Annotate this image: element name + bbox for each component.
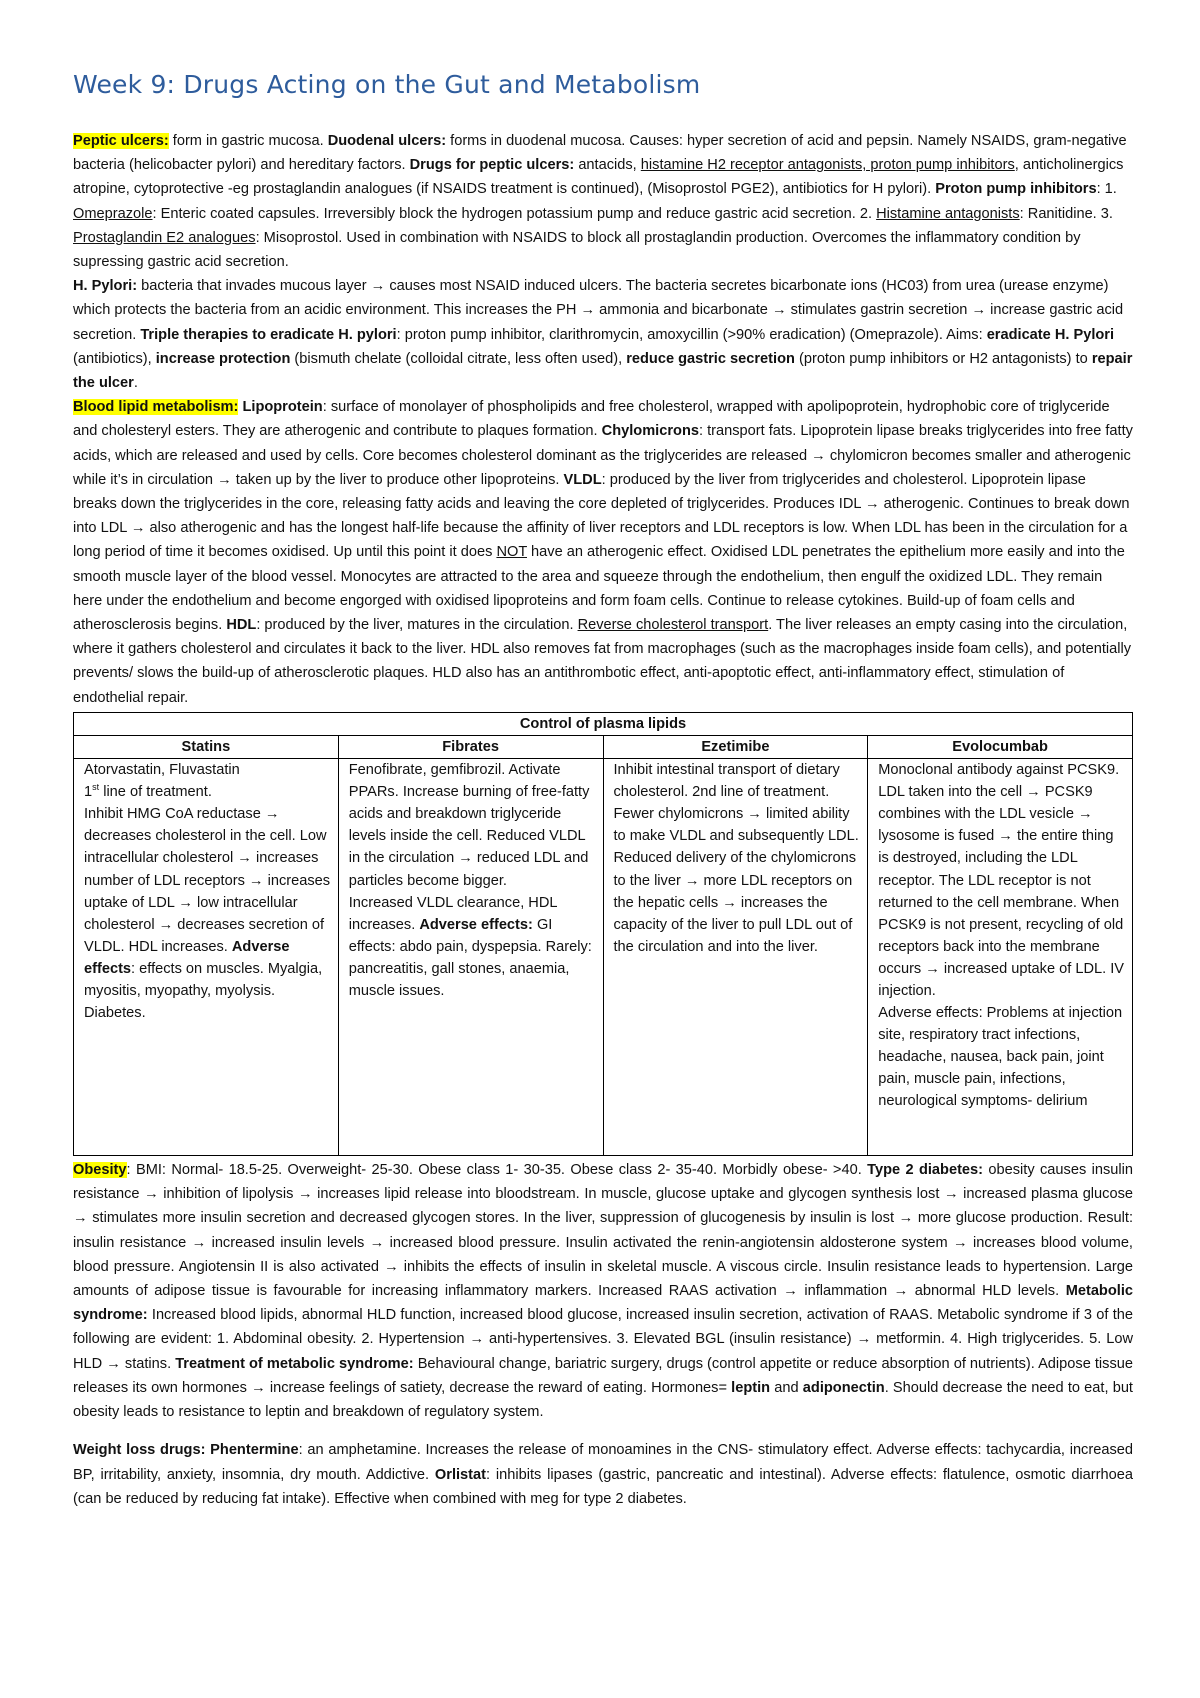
repair-label: repair the ulcer (73, 350, 1133, 392)
text-run: 1 (84, 784, 93, 801)
page-title: Week 9: Drugs Acting on the Gut and Metabolism (73, 70, 701, 99)
paragraph-gap (73, 1424, 1133, 1438)
text-run: GI effects: abdo pain, dyspepsia. Rarely: pancreatitis, gall stones, anaemia, muscle issues. (348, 916, 592, 999)
omeprazole-underlined: Omeprazole (73, 205, 153, 222)
text-run: : Enteric coated capsules. Irreversibly block the hydrogen potassium pump and reduce gastric acid secretion. 2. (152, 205, 877, 222)
fibrates-adverse-label: Adverse effects: (419, 916, 533, 933)
h2-ppi-underlined: histamine H2 receptor antagonists, proton pump inhibitors (640, 157, 1015, 174)
not-underlined: NOT (496, 544, 527, 561)
text-run: : effects on muscles. Myalgia, myositis, myopathy, myolysis. Diabetes. (84, 960, 323, 1022)
superscript: st (92, 782, 100, 793)
peptic-ulcers-heading: Peptic ulcers: (73, 133, 169, 149)
text-run: forms in duodenal mucosa. Causes: hyper secretion of acid and pepsin. Namely NSAIDS, gram-negative bacteria (helicobacter pylori) and hereditary factors. (73, 133, 1127, 174)
text-run: bacteria that invades mucous layer → causes most NSAID induced ulcers. The bacteria secretes bicarbonate ions (HC03) from urea (urease enzyme) which protects the bacteria from an acidic environment. This increases the PH → ammonia and bicarbonate → stimulates gastrin secretion → increase gastric acid secretion. (73, 278, 1124, 343)
text-run: : transport fats. Lipoprotein lipase breaks triglycerides into free fatty acids, which are released and used by cells. Core becomes cholesterol dominant as the triglycerides are released → chylomicron becomes smaller and atherogenic while it’s in circulation → taken up by the liver to produce other lipoproteins. (73, 423, 1133, 488)
type2-diabetes-label: Type 2 diabetes: (867, 1162, 984, 1179)
document-page (73, 70, 1133, 1511)
triple-therapy-label: Triple therapies to eradicate H. pylori (140, 326, 397, 343)
text-run: (bismuth chelate (colloidal citrate, less often used), (290, 350, 627, 367)
text-run: : produced by the liver, matures in the circulation. (256, 617, 578, 634)
text-run: : BMI: Normal- 18.5-25. Overweight- 25-30. Obese class 1- 30-35. Obese class 2- 35-40. Morbidly obese- >40. (126, 1162, 868, 1179)
statins-adverse-label: Adverse effects (84, 938, 290, 977)
phentermine-label: Phentermine (210, 1442, 299, 1459)
h-pylori-label: H. Pylori: (73, 278, 138, 295)
pge2-analogues-underlined: Prostaglandin E2 analogues (73, 229, 256, 246)
text-run: . The liver releases an empty casing into the circulation, where it gathers cholesterol and circulates it back to the liver. HDL also removes fat from macrophages (such as the macrophages inside foam cells), and potentially prevents/ slows the build-up of atherosclerotic plaques. HLD also has an antithrombotic effect, anti-apoptotic effect, anti-inflammatory effect, stimulation of endothelial repair. (73, 617, 1132, 706)
ppi-label: Proton pump inhibitors (935, 181, 1097, 198)
histamine-antagonists-underlined: Histamine antagonists (876, 205, 1020, 222)
weight-loss-label: Weight loss drugs: (73, 1442, 206, 1459)
text-run: : proton pump inhibitor, clarithromycin, amoxycillin (>90% eradication) (Omeprazole). Aims: (396, 326, 987, 343)
fibrates-effects (349, 892, 599, 1002)
text-run: Behavioural change, bariatric surgery, drugs (control appetite or reduce absorption of nutrients). Adipose tissue releases its own hormones → increase feelings of satiety, decrease the reward of eating. Hormones= (73, 1355, 1133, 1396)
text-run: : Ranitidine. 3. (1019, 205, 1113, 222)
text-run: : an amphetamine. Increases the release of monoamines in the CNS- stimulatory effect. Adverse effects: tachycardia, increased BP, irritability, anxiety, insomnia, dry mouth. Addictive. (73, 1442, 1133, 1483)
header-ezetimibe: Ezetimibe (603, 735, 868, 758)
evolocumab-mechanism: Monoclonal antibody against PCSK9. LDL taken into the cell → PCSK9 combines with the LDL vesicle → lysosome is fused → the entire thing is destroyed, including the LDL receptor. The LDL receptor is not returned to the cell membrane. When PCSK9 is not present, recycling of old receptors back into the membrane occurs → increased uptake of LDL. IV injection. (878, 762, 1125, 999)
plasma-lipids-table (73, 712, 1133, 1156)
text-run: , anticholinergics atropine, cytoprotective -eg prostaglandin analogues (if NSAIDS treatment is continued), (Misoprostol PGE2), antibiotics for H pylori). (73, 157, 1124, 198)
lipoprotein-label: Lipoprotein (242, 399, 323, 416)
obesity-paragraph (73, 1158, 1133, 1424)
text-run: line of treatment. (99, 784, 212, 801)
drugs-peptic-label: Drugs for peptic ulcers: (409, 157, 575, 174)
header-evolocumab: Evolocumbab (868, 735, 1133, 758)
h-pylori-paragraph (73, 274, 1133, 395)
header-statins: Statins (74, 735, 339, 758)
text-run: (antibiotics), (73, 350, 156, 367)
orlistat-label: Orlistat (434, 1466, 487, 1483)
metabolic-syndrome-label: Metabolic syndrome: (73, 1283, 1133, 1324)
eradicate-label: eradicate H. Pylori (986, 326, 1115, 343)
header-fibrates: Fibrates (338, 735, 603, 758)
leptin-label: leptin (731, 1379, 771, 1396)
text-run: Increased VLDL clearance, HDL increases. (348, 894, 557, 933)
text-run: : surface of monolayer of phospholipids and free cholesterol, wrapped with apolipoprotein, hydrophobic core of triglyceride and cholesteryl esters. They are atherogenic and contribute to plaques formation. (73, 399, 1110, 440)
text-run: antacids, (574, 157, 641, 174)
adiponectin-label: adiponectin (802, 1379, 885, 1396)
text-run: obesity causes insulin resistance → inhibition of lipolysis → increases lipid release into bloodstream. In muscle, glucose uptake and glycogen synthesis lost → increased plasma glucose → stimulates more insulin secretion and decreased glycogen stores. In the liver, suppression of glucogenesis by insulin is lost → more glucose production. Result: insulin resistance → increased insulin levels → increased blood pressure. Insulin activated the renin-angiotensin aldosterone system → increases blood volume, blood pressure. Angiotensin II is also activated → inhibits the effects of insulin in skeletal muscle. A viscous circle. Insulin resistance leads to hypertension. Large amounts of adipose tissue is favourable for increasing inflammatory markers. Increased RAAS activation → inflammation → abnormal HLD levels. (73, 1162, 1133, 1300)
statins-drugs: Atorvastatin, Fluvastatin (84, 762, 240, 779)
fibrates-mechanism: Fenofibrate, gemfibrozil. Activate PPARs. Increase burning of free-fatty acids and breakdown triglyceride levels inside the cell. Reduced VLDL in the circulation → reduced LDL and particles become bigger. (348, 762, 590, 889)
peptic-ulcers-paragraph (73, 129, 1133, 274)
text-run: have an atherogenic effect. Oxidised LDL penetrates the epithelium more easily and into the smooth muscle layer of the blood vessel. Monocytes are attracted to the area and squeeze through the endothelium, then engulf the oxidized LDL. They remain here under the endothelium and become engorged with oxidised lipoproteins and form foam cells. Continue to release cytokines. Build-up of foam cells and atherosclerosis begins. (73, 544, 1125, 634)
reverse-transport-underlined: Reverse cholesterol transport (577, 617, 769, 634)
evolocumab-adverse: Adverse effects: Problems at injection site, respiratory tract infections, headache, nausea, back pain, joint pain, muscle pain, infections, neurological symptoms- delirium (878, 1005, 1123, 1110)
statins-cell (74, 759, 339, 1156)
blood-lipid-paragraph (73, 395, 1133, 710)
text-run: : inhibits lipases (gastric, pancreatic and intestinal). Adverse effects: flatulence, osmotic diarrhoea (can be reduced by reducing fat intake). Effective when combined with meg for type 2 diabetes. (73, 1466, 1133, 1507)
ezetimibe-cell (603, 759, 868, 1156)
weight-loss-paragraph (73, 1438, 1133, 1511)
text-run: . Should decrease the need to eat, but obesity leads to resistance to leptin and breakdown of regulatory system. (73, 1379, 1133, 1421)
hdl-label: HDL (226, 617, 257, 634)
text-run: . (133, 375, 138, 392)
obesity-heading: Obesity (73, 1162, 127, 1179)
reduce-secretion-label: reduce gastric secretion (626, 350, 795, 367)
text-run: (proton pump inhibitors or H2 antagonists) to (794, 350, 1092, 367)
evolocumab-cell (868, 759, 1133, 1156)
statins-mechanism (84, 803, 334, 1024)
blood-lipid-heading: Blood lipid metabolism: (73, 399, 239, 416)
text-run: Increased blood lipids, abnormal HLD function, increased blood glucose, increased insulin secretion, activation of RAAS. Metabolic syndrome if 3 of the following are evident: 1. Abdominal obesity. 2. Hypertension → anti-hypertensives. 3. Elevated BGL (insulin resistance) → metformin. 4. High triglycerides. 5. Low HLD → statins. (73, 1307, 1133, 1372)
table-caption: Control of plasma lipids (74, 712, 1133, 735)
statins-line (84, 781, 334, 803)
text-run: form in gastric mucosa. (168, 133, 328, 149)
text-run: : produced by the liver from triglycerides and cholesterol. Lipoprotein lipase breaks down the triglycerides in the core, releasing fatty acids and leaving the core depleted of triglycerides. Produces IDL → atherogenic. Continues to break down into LDL → also atherogenic and has the longest half-life because the affinity of liver receptors and LDL receptors is low. When LDL has been in the circulation for a long period of time it becomes oxidised. Up until this point it does (73, 471, 1130, 561)
text-run: and (770, 1379, 803, 1396)
text-run: : Misoprostol. Used in combination with NSAIDS to block all prostaglandin production. Overcomes the inflammatory condition by supressing gastric acid secretion. (73, 229, 1081, 271)
treatment-label: Treatment of metabolic syndrome: (175, 1355, 414, 1372)
text-run: : 1. (1096, 181, 1117, 198)
protection-label: increase protection (155, 350, 291, 367)
vldl-label: VLDL (563, 471, 602, 488)
duodenal-ulcers-label: Duodenal ulcers: (327, 133, 447, 149)
fibrates-cell (338, 759, 603, 1156)
text-run: Inhibit HMG CoA reductase → decreases cholesterol in the cell. Low intracellular cholesterol → increases number of LDL receptors → increases uptake of LDL → low intracellular cholesterol → decreases secretion of VLDL. HDL increases. (84, 806, 331, 955)
chylomicrons-label: Chylomicrons (601, 423, 699, 440)
ezetimibe-mechanism: Inhibit intestinal transport of dietary cholesterol. 2nd line of treatment. Fewer chylomicrons → limited ability to make VLDL and subsequently LDL. Reduced delivery of the chylomicrons to the liver → more LDL receptors on the hepatic cells → increases the capacity of the liver to pull LDL out of the circulation and into the liver. (613, 762, 859, 955)
